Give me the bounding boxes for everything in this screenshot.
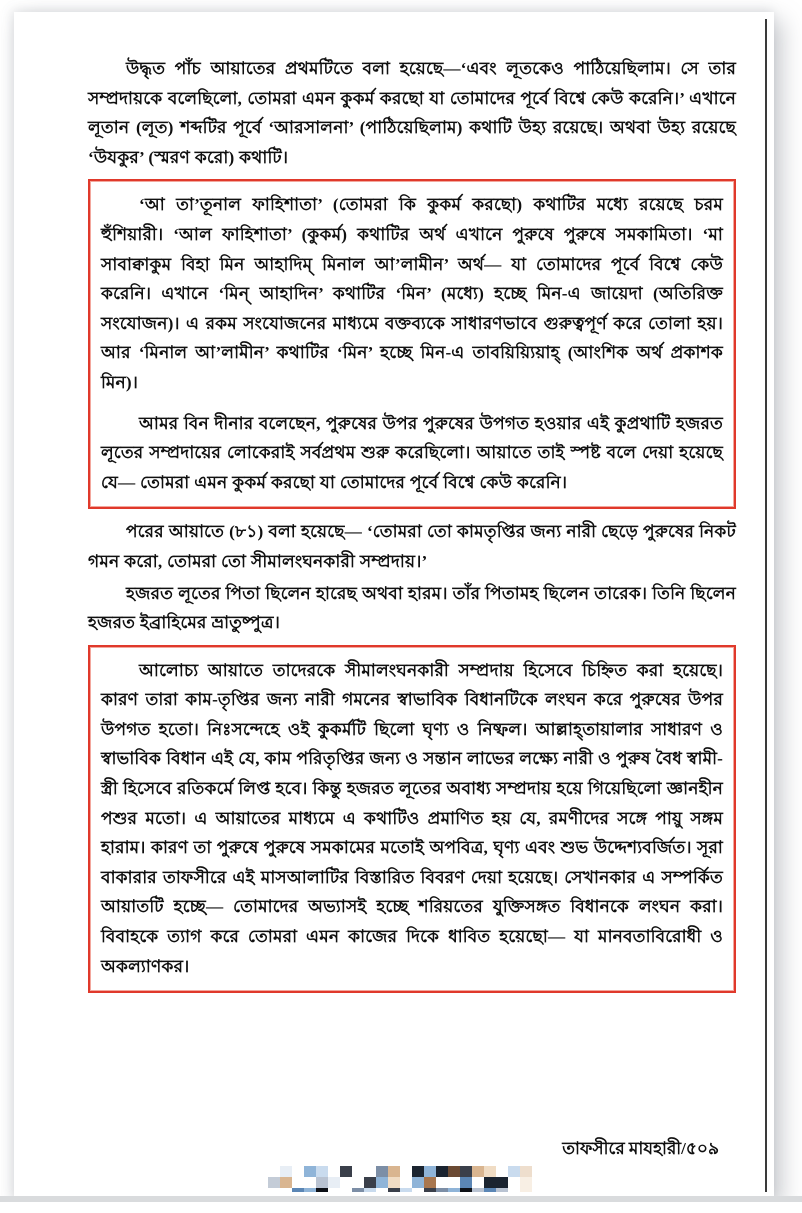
highlight-box-1 <box>88 179 736 509</box>
censored-mosaic-block <box>268 1166 536 1192</box>
mosaic-pixel <box>460 1177 472 1188</box>
mosaic-pixel <box>412 1177 424 1188</box>
mosaic-pixel <box>424 1166 436 1177</box>
mosaic-pixel <box>340 1166 352 1177</box>
mosaic-pixel <box>436 1188 448 1192</box>
mosaic-pixel <box>292 1188 304 1192</box>
mosaic-pixel <box>388 1166 400 1177</box>
mosaic-pixel <box>496 1177 508 1188</box>
mosaic-pixel <box>328 1177 340 1188</box>
paragraph-1: উদ্ধৃত পাঁচ আয়াতের প্রথমটিতে বলা হয়েছে—‘এবং লূতকেও পাঠিয়েছিলাম। সে তার সম্প্রদায়কে বলেছিলো, তোমরা এমন কুকর্ম করছো যা তোমাদের পূর্বে বিশ্বে কেউ করেনি।’ এখানে লূতান (লূত) শব্দটির পূর্বে ‘আরসালনা’ (পাঠিয়েছিলাম) কথাটি উহ্য রয়েছে। অথবা উহ্য রয়েছে ‘উযকুর’ (স্মরণ করো) কথাটি। <box>88 59 736 167</box>
bottom-band <box>0 1196 802 1202</box>
mosaic-pixel <box>304 1188 316 1192</box>
mosaic-pixel <box>268 1188 280 1192</box>
mosaic-pixel <box>364 1177 376 1188</box>
mosaic-pixel <box>472 1188 484 1192</box>
mosaic-pixel <box>376 1177 388 1188</box>
mosaic-pixel <box>448 1166 460 1177</box>
viewport-bottom-strip <box>0 1196 802 1213</box>
mosaic-pixel <box>328 1166 340 1177</box>
mosaic-pixel <box>340 1188 352 1192</box>
paragraph-2: ‘আ তা’তূনাল ফাহিশাতা’ (তোমরা কি কুকর্ম করছো) কথাটির মধ্যে রয়েছে চরম হুঁশিয়ারী। ‘আল ফাহিশাতা’ (কুকর্ম) কথাটির অর্থ এখানে পুরুষে পুরুষে সমকামিতা। ‘মা সাবাক্বাকুম বিহা মিন আহাদিম্ মিনাল আ’লামীন’ অর্থ— যা তোমাদের পূর্বে বিশ্বে কেউ করেনি। এখানে ‘মিন্ আহাদিন’ কথাটির ‘মিন’ (মধ্যে) হচ্ছে মিন-এ জায়েদা (অতিরিক্ত সংযোজন)। এ রকম সংযোজনের মাধ্যমে বক্তব্যকে সাধারণভাবে গুরুত্বপূর্ণ করে তোলা হয়। আর ‘মিনাল আ’লামীন’ কথাটির ‘মিন’ হচ্ছে মিন-এ তাবয়িয়্যিয়াহ্ (আংশিক অর্থ প্রকাশক মিন)। <box>101 195 723 392</box>
mosaic-pixel <box>484 1166 496 1177</box>
mosaic-pixel <box>400 1188 412 1192</box>
paragraph-5: হজরত লূতের পিতা ছিলেন হারেছ অথবা হারম। তাঁর পিতামহ ছিলেন তারেক। তিনি ছিলেন হজরত ইব্রাহিমের ভ্রাতুষ্পুত্র। <box>88 583 736 633</box>
mosaic-pixel <box>520 1166 532 1177</box>
mosaic-pixel <box>508 1177 520 1188</box>
mosaic-pixel <box>280 1177 292 1188</box>
mosaic-pixel <box>352 1166 364 1177</box>
mosaic-pixel <box>520 1188 532 1192</box>
mosaic-pixel <box>520 1177 532 1188</box>
mosaic-pixel <box>316 1166 328 1177</box>
page-label: তাফসীরে মাযহারী/৫০৯ <box>562 1139 719 1158</box>
document-page <box>22 19 767 1192</box>
mosaic-pixel <box>352 1188 364 1192</box>
mosaic-pixel <box>496 1188 508 1192</box>
mosaic-pixel <box>328 1188 340 1192</box>
mosaic-pixel <box>484 1188 496 1192</box>
mosaic-pixel <box>424 1177 436 1188</box>
mosaic-pixel <box>472 1166 484 1177</box>
mosaic-pixel <box>280 1166 292 1177</box>
mosaic-pixel <box>460 1166 472 1177</box>
mosaic-pixel <box>316 1177 328 1188</box>
mosaic-pixel <box>448 1188 460 1192</box>
mosaic-pixel <box>388 1188 400 1192</box>
paragraph-6: আলোচ্য আয়াতে তাদেরকে সীমালংঘনকারী সম্প্রদায় হিসেবে চিহ্নিত করা হয়েছে। কারণ তারা কাম-তৃপ্তির জন্য নারী গমনের স্বাভাবিক বিধানটিকে লংঘন করে পুরুষের উপর উপগত হতো। নিঃসন্দেহে ওই কুকর্মটি ছিলো ঘৃণ্য ও নিষ্ফল। আল্লাহ্তায়ালার সাধারণ ও স্বাভাবিক বিধান এই যে, কাম পরিতৃপ্তির জন্য ও সন্তান লাভের লক্ষ্যে নারী ও পুরুষ বৈধ স্বামী-স্ত্রী হিসেবে রতিকর্মে লিপ্ত হবে। কিন্তু হজরত লূতের অবাধ্য সম্প্রদায় হয়ে গিয়েছিলো জ্ঞানহীন পশুর মতো। এ আয়াতের মাধ্যমে এ কথাটিও প্রমাণিত হয় যে, রমণীদের সঙ্গে পায়ু সঙ্গম হারাম। কারণ তা পুরুষে পুরুষে সমকামের মতোই অপবিত্র, ঘৃণ্য এবং শুভ উদ্দেশ্যবর্জিত। সূরা বাকারার তাফসীরে এই মাসআলাটির বিস্তারিত বিবরণ দেয়া হয়েছে। সেখানকার এ সম্পর্কিত আয়াতটি হচ্ছে— তোমাদের অভ্যাসই হচ্ছে শরিয়তের যুক্তিসঙ্গত বিধানকে লংঘন করা। বিবাহকে ত্যাগ করে তোমরা এমন কাজের দিকে ধাবিত হয়েছো— যা মানবতাবিরোধী ও অকল্যাণকর। <box>101 660 723 976</box>
mosaic-pixel <box>376 1166 388 1177</box>
page-footer <box>88 1124 719 1192</box>
mosaic-pixel <box>364 1188 376 1192</box>
mosaic-pixel <box>388 1177 400 1188</box>
mosaic-pixel <box>292 1177 304 1188</box>
mosaic-pixel <box>352 1177 364 1188</box>
mosaic-pixel <box>304 1166 316 1177</box>
paragraph-gap <box>101 400 723 409</box>
mosaic-pixel <box>460 1188 472 1192</box>
mosaic-pixel <box>484 1177 496 1188</box>
mosaic-pixel <box>400 1177 412 1188</box>
mosaic-pixel <box>424 1188 436 1192</box>
mosaic-pixel <box>508 1166 520 1177</box>
text-column <box>88 54 736 1001</box>
mosaic-pixel <box>436 1166 448 1177</box>
mosaic-pixel <box>292 1166 304 1177</box>
mosaic-pixel <box>448 1177 460 1188</box>
mosaic-pixel <box>268 1177 280 1188</box>
paragraph-3: আমর বিন দীনার বলেছেন, পুরুষের উপর পুরুষের উপগত হওয়ার এই কুপ্রথাটি হজরত লূতের সম্প্রদায়ের লোকেরাই সর্বপ্রথম শুরু করেছিলো। আয়াতে তাই স্পষ্ট বলে দেয়া হয়েছে যে— তোমরা এমন কুকর্ম করছো যা তোমাদের পূর্বে বিশ্বে কেউ করেনি। <box>101 413 723 492</box>
mosaic-pixel <box>412 1166 424 1177</box>
paragraph-4: পরের আয়াতে (৮১) বলা হয়েছে— ‘তোমরা তো কামতৃপ্তির জন্য নারী ছেড়ে পুরুষের নিকট গমন করো, তোমরা তো সীমালংঘনকারী সম্প্রদায়।’ <box>88 522 736 571</box>
mosaic-pixel <box>316 1188 328 1192</box>
highlight-box-2 <box>88 645 736 994</box>
